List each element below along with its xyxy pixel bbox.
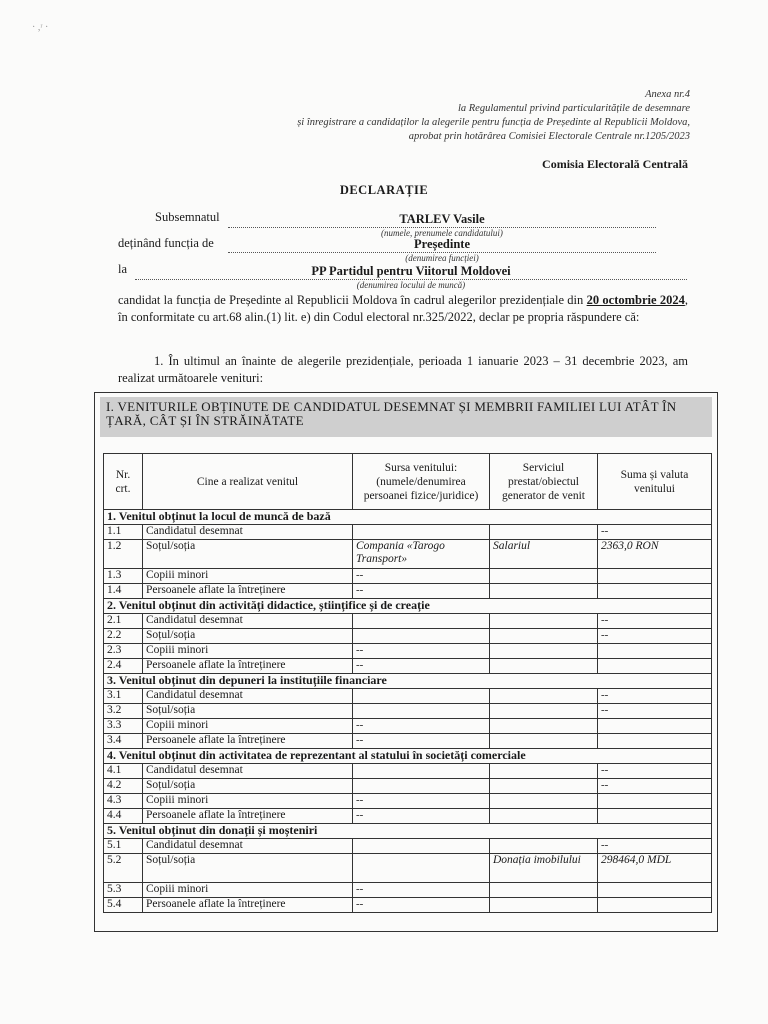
- cell-service: [490, 644, 598, 659]
- table-section-row: [104, 749, 712, 764]
- cell-nr: 5.1: [104, 839, 143, 854]
- cell-service: [490, 764, 598, 779]
- cell-nr: 1.4: [104, 584, 143, 599]
- cell-amount: --: [598, 779, 712, 794]
- table-section-row: [104, 599, 712, 614]
- cell-service: [490, 584, 598, 599]
- cell-source: [353, 854, 490, 883]
- cell-service: [490, 569, 598, 584]
- table-row: [104, 883, 712, 898]
- cell-nr: 2.1: [104, 614, 143, 629]
- cell-source: [353, 779, 490, 794]
- annex-line: Anexa nr.4: [645, 89, 690, 100]
- cell-amount: --: [598, 525, 712, 540]
- cell-who: Persoanele aflate la întreținere: [143, 734, 353, 749]
- cell-amount: [598, 734, 712, 749]
- cell-nr: 4.2: [104, 779, 143, 794]
- cell-nr: 4.3: [104, 794, 143, 809]
- cell-amount: [598, 794, 712, 809]
- scan-smudge: · ,ʳ ·: [32, 22, 49, 33]
- cell-amount: --: [598, 764, 712, 779]
- cell-amount: --: [598, 629, 712, 644]
- table-row: [104, 839, 712, 854]
- cell-who: Soțul/soția: [143, 704, 353, 719]
- cell-service: [490, 809, 598, 824]
- cell-service: Donația imobilului: [490, 854, 598, 883]
- table-row: [104, 704, 712, 719]
- cell-who: Persoanele aflate la întreținere: [143, 659, 353, 674]
- label-la: la: [118, 262, 128, 276]
- cell-amount: [598, 809, 712, 824]
- cell-who: Soțul/soția: [143, 629, 353, 644]
- cell-service: [490, 794, 598, 809]
- table-row: [104, 525, 712, 540]
- cell-amount: --: [598, 839, 712, 854]
- cell-who: Copiii minori: [143, 794, 353, 809]
- annex-line: și înregistrare a candidaților la alegerile pentru funcția de Președinte al Republicii Moldova,: [297, 117, 690, 128]
- cell-service: [490, 898, 598, 913]
- cell-source: [353, 839, 490, 854]
- table-row: [104, 898, 712, 913]
- annex-line: la Regulamentul privind particularitățile de desemnare: [457, 103, 690, 114]
- function-title: Președinte: [228, 237, 656, 253]
- cell-source: [353, 525, 490, 540]
- cell-who: Soțul/soția: [143, 779, 353, 794]
- cell-service: [490, 659, 598, 674]
- cell-amount: [598, 569, 712, 584]
- cell-amount: [598, 883, 712, 898]
- cell-nr: 2.4: [104, 659, 143, 674]
- section-heading: 1. Venitul obținut la locul de muncă de bază: [104, 510, 712, 525]
- cell-source: Compania «Tarogo Transport»: [353, 540, 490, 569]
- intro-paragraph: [118, 292, 688, 326]
- election-date: 20 octombrie 2024: [586, 293, 685, 307]
- cell-source: --: [353, 719, 490, 734]
- cell-source: [353, 704, 490, 719]
- function-hint: (denumirea funcției): [405, 253, 479, 263]
- cell-amount: --: [598, 689, 712, 704]
- table-row: [104, 734, 712, 749]
- cell-source: [353, 629, 490, 644]
- cell-nr: 2.3: [104, 644, 143, 659]
- table-row: [104, 794, 712, 809]
- document-title: DECLARAȚIE: [339, 183, 429, 197]
- cell-nr: 1.1: [104, 525, 143, 540]
- table-section-row: [104, 824, 712, 839]
- cell-who: Copiii minori: [143, 569, 353, 584]
- cell-amount: [598, 659, 712, 674]
- col-header-source: Sursa venitului: (numele/denumirea persoanei fizice/juridice): [353, 454, 490, 510]
- table-row: [104, 764, 712, 779]
- section-heading: 3. Venitul obținut din depuneri la instituțiile financiare: [104, 674, 712, 689]
- label-subsemnat: Subsemnatul: [155, 210, 220, 224]
- cell-who: Persoanele aflate la întreținere: [143, 809, 353, 824]
- table-section-row: [104, 510, 712, 525]
- cell-nr: 5.2: [104, 854, 143, 883]
- table-row: [104, 614, 712, 629]
- cell-nr: 4.1: [104, 764, 143, 779]
- col-header-nr: Nr. crt.: [104, 454, 143, 510]
- cell-who: Candidatul desemnat: [143, 614, 353, 629]
- cell-service: [490, 839, 598, 854]
- cell-source: --: [353, 734, 490, 749]
- col-header-service: Serviciul prestat/obiectul generator de venit: [490, 454, 598, 510]
- cell-nr: 5.4: [104, 898, 143, 913]
- label-functie: deținând funcția de: [118, 236, 214, 250]
- cell-source: [353, 764, 490, 779]
- cell-amount: --: [598, 614, 712, 629]
- intro-text-a: candidat la funcția de Președinte al Republicii Moldova în cadrul alegerilor prezidențiale din: [118, 293, 587, 307]
- cell-service: [490, 719, 598, 734]
- table-row: [104, 719, 712, 734]
- table-row: [104, 569, 712, 584]
- cell-amount: [598, 719, 712, 734]
- cell-service: [490, 614, 598, 629]
- cell-amount: 2363,0 RON: [598, 540, 712, 569]
- cell-who: Soțul/soția: [143, 854, 353, 883]
- cell-who: Copiii minori: [143, 644, 353, 659]
- cell-service: [490, 883, 598, 898]
- cell-service: [490, 525, 598, 540]
- cell-service: [490, 704, 598, 719]
- income-period-paragraph: 1. În ultimul an înainte de alegerile prezidențiale, perioada 1 ianuarie 2023 – 31 decembrie 2023, am realizat următoarele venituri:: [118, 354, 688, 385]
- table-row: [104, 584, 712, 599]
- cell-source: --: [353, 809, 490, 824]
- cell-nr: 4.4: [104, 809, 143, 824]
- cell-amount: [598, 898, 712, 913]
- table-row: [104, 540, 712, 569]
- cell-amount: [598, 644, 712, 659]
- section-heading: 2. Venitul obținut din activități didactice, științifice și de creație: [104, 599, 712, 614]
- table-section-row: [104, 674, 712, 689]
- cell-source: --: [353, 659, 490, 674]
- cell-nr: 3.2: [104, 704, 143, 719]
- table-header-row: [104, 454, 712, 510]
- cell-who: Candidatul desemnat: [143, 689, 353, 704]
- cell-source: [353, 689, 490, 704]
- annex-reference: [210, 88, 690, 144]
- cell-source: --: [353, 644, 490, 659]
- cell-who: Persoanele aflate la întreținere: [143, 584, 353, 599]
- cell-source: [353, 614, 490, 629]
- cell-who: Candidatul desemnat: [143, 839, 353, 854]
- cell-nr: 2.2: [104, 629, 143, 644]
- workplace: PP Partidul pentru Viitorul Moldovei: [135, 264, 687, 280]
- cell-source: --: [353, 569, 490, 584]
- cell-amount: 298464,0 MDL: [598, 854, 712, 883]
- annex-line: aprobat prin hotărârea Comisiei Electorale Centrale nr.1205/2023: [408, 131, 690, 142]
- section-heading: 4. Venitul obținut din activitatea de reprezentant al statului în societăți comerciale: [104, 749, 712, 764]
- cell-who: Copiii minori: [143, 883, 353, 898]
- cell-nr: 3.1: [104, 689, 143, 704]
- cell-service: [490, 779, 598, 794]
- cell-nr: 1.3: [104, 569, 143, 584]
- table-row: [104, 689, 712, 704]
- cell-who: Candidatul desemnat: [143, 764, 353, 779]
- table-row: [104, 644, 712, 659]
- cell-service: [490, 629, 598, 644]
- income-table: [103, 453, 712, 913]
- table-row: [104, 629, 712, 644]
- cell-source: --: [353, 794, 490, 809]
- table-row: [104, 809, 712, 824]
- cell-who: Candidatul desemnat: [143, 525, 353, 540]
- cell-source: --: [353, 883, 490, 898]
- cell-service: [490, 734, 598, 749]
- cell-amount: [598, 584, 712, 599]
- cell-amount: --: [598, 704, 712, 719]
- cell-source: --: [353, 584, 490, 599]
- section-banner: I. VENITURILE OBȚINUTE DE CANDIDATUL DESEMNAT ȘI MEMBRII FAMILIEI LUI ATÂT ÎN ȚARĂ, CÂT ȘI ÎN STRĂINĂTATE: [100, 397, 712, 437]
- cell-who: Soțul/soția: [143, 540, 353, 569]
- section-heading: 5. Venitul obținut din donații și moșteniri: [104, 824, 712, 839]
- table-row: [104, 659, 712, 674]
- cell-who: Copiii minori: [143, 719, 353, 734]
- col-header-amount: Suma și valuta venitului: [598, 454, 712, 510]
- workplace-hint: (denumirea locului de muncă): [356, 280, 466, 290]
- table-row: [104, 854, 712, 883]
- cell-nr: 3.3: [104, 719, 143, 734]
- cell-nr: 3.4: [104, 734, 143, 749]
- cell-nr: 1.2: [104, 540, 143, 569]
- candidate-name-hint: (numele, prenumele candidatului): [381, 228, 503, 238]
- cell-service: Salariul: [490, 540, 598, 569]
- recipient-institution: Comisia Electorală Centrală: [542, 157, 688, 171]
- col-header-who: Cine a realizat venitul: [143, 454, 353, 510]
- cell-service: [490, 689, 598, 704]
- cell-source: --: [353, 898, 490, 913]
- table-row: [104, 779, 712, 794]
- cell-who: Persoanele aflate la întreținere: [143, 898, 353, 913]
- intro-text-b: , în conformitate cu art.68 alin.(1) lit. e) din Codul electoral nr.325/2022, declar pe propria răspundere că:: [118, 293, 688, 324]
- cell-nr: 5.3: [104, 883, 143, 898]
- candidate-name: TARLEV Vasile: [228, 212, 656, 228]
